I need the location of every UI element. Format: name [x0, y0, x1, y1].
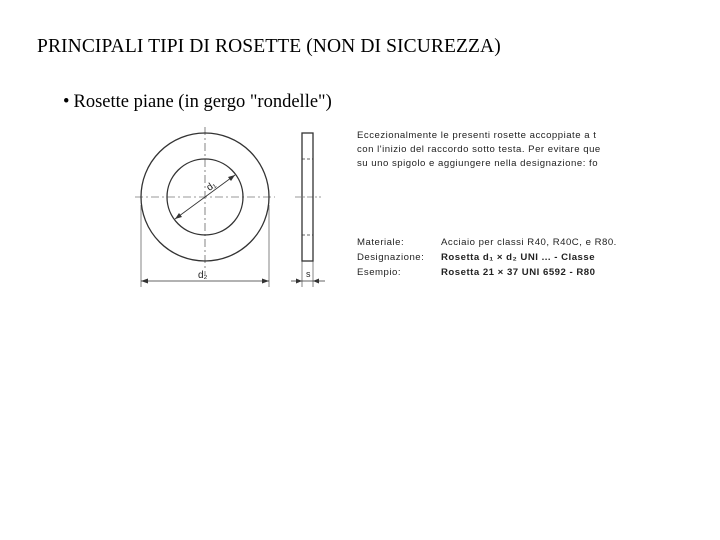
materiale-value: Acciaio per classi R40, R40C, e R80. [441, 237, 617, 248]
d2-arrow-left [141, 279, 148, 284]
d1-label: d₁ [204, 179, 219, 194]
esempio-label: Esempio: [357, 267, 401, 278]
designazione-row [357, 252, 595, 263]
materiale-row [357, 237, 617, 248]
d2-label: d₂ [198, 270, 208, 281]
note-line-1: Eccezionalmente le presenti rosette accoppiate a t [357, 130, 597, 141]
slide-title: PRINCIPALI TIPI DI ROSETTE (NON DI SICUREZZA) [37, 36, 501, 57]
designazione-value: Rosetta d₁ × d₂ UNI ... - Classe [441, 252, 596, 263]
esempio-value: Rosetta 21 × 37 UNI 6592 - R80 [441, 267, 596, 278]
d1-arrow-top [228, 175, 235, 181]
washer-figure [125, 125, 640, 290]
note-line-2: con l'inizio del raccordo sotto testa. Per evitare que [357, 144, 601, 155]
materiale-label: Materiale: [357, 237, 405, 248]
designazione-label: Designazione: [357, 252, 425, 263]
s-arrow-left [296, 279, 302, 284]
s-arrow-right [313, 279, 319, 284]
d1-arrow-bottom [175, 213, 182, 219]
esempio-row [357, 267, 595, 278]
bullet-item [63, 92, 332, 113]
s-label: s [306, 269, 311, 279]
washer-front-view [135, 127, 275, 287]
bullet-text: Rosette piane (in gergo "rondelle") [73, 92, 332, 112]
washer-side-view [291, 133, 325, 287]
bullet-symbol: • [63, 92, 70, 112]
d2-arrow-right [262, 279, 269, 284]
note-line-3: su uno spigolo e aggiungere nella designazione: fo [357, 158, 599, 169]
